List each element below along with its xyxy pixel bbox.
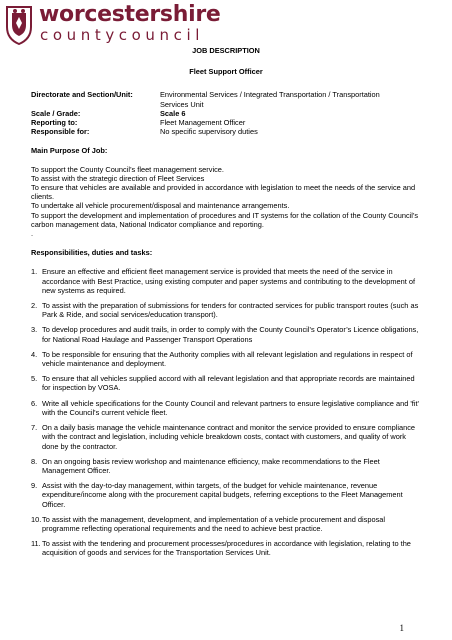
logo-wordmark-bottom: countycouncil — [40, 26, 205, 44]
scale-label: Scale / Grade: — [31, 108, 81, 118]
responsible-value: No specific supervisory duties — [160, 127, 258, 137]
duty-item — [31, 423, 421, 451]
duty-item — [31, 301, 421, 319]
duty-number: 8. — [31, 456, 38, 466]
duty-number: 7. — [31, 423, 38, 433]
purpose-line: To ensure that vehicles are available and provided in accordance with legislation to meet the needs of the service and clients. — [31, 183, 416, 202]
duty-number: 4. — [31, 349, 38, 359]
purpose-line: To undertake all vehicle procurement/disposal and maintenance arrangements. — [31, 201, 290, 211]
duty-text: Write all vehicle specifications for the County Council and relevant partners to ensure legislative compliance and 'fit' with the Council's current vehicle fleet. — [42, 398, 419, 417]
duty-item — [31, 350, 421, 368]
duty-number: 2. — [31, 301, 38, 311]
purpose-line: To assist with the strategic direction of Fleet Services — [31, 173, 205, 183]
info-row-reporting — [31, 118, 421, 127]
duty-item — [31, 481, 421, 509]
duty-number: 1. — [31, 267, 38, 277]
purpose-list — [31, 165, 421, 239]
duty-item — [31, 515, 421, 533]
purpose-heading: Main Purpose Of Job: — [31, 146, 108, 156]
duties-heading: Responsibilities, duties and tasks: — [31, 248, 153, 258]
duty-text: On a daily basis manage the vehicle maintenance contract and monitor the service provided to ensure compliance with the contract and legislation, including vehicle breakdown costs, contact with customers, and quality of work done by the contractor. — [42, 423, 416, 451]
duty-item — [31, 457, 421, 475]
crest-icon — [4, 3, 34, 45]
document-title: JOB DESCRIPTION — [192, 46, 260, 55]
council-logo — [4, 3, 264, 49]
duty-text: To assist with the tendering and procurement processes/procedures in accordance with legislation, relating to the acquisition of goods and services for the Transportation Services Unit. — [42, 539, 411, 558]
purpose-line: To support the County Council’s fleet management service. — [31, 164, 224, 174]
duty-number: 9. — [31, 481, 38, 491]
purpose-line: . — [31, 229, 34, 239]
duty-number: 5. — [31, 374, 38, 384]
logo-wordmark-top: worcestershire — [39, 2, 221, 27]
duty-number: 6. — [31, 398, 38, 408]
responsible-label: Responsible for: — [31, 127, 90, 137]
duty-text: Ensure an effective and efficient fleet management service is provided that meets the need of the service in accordance with Best Practice, using existing computer and paper systems and contributing to the development of new systems as required. — [42, 267, 416, 295]
duty-text: To assist with the preparation of submissions for tenders for contracted services for public transport routes (such as Park & Ride, and social services/education transport). — [42, 301, 419, 320]
reporting-value: Fleet Management Officer — [160, 118, 246, 128]
job-info-block — [31, 90, 421, 136]
duty-text: On an ongoing basis review workshop and maintenance efficiency, make recommendations to the Fleet Management Officer. — [42, 456, 380, 475]
duty-number: 10. — [31, 514, 42, 524]
duty-text: To develop procedures and audit trails, in order to comply with the County Council’s Operator’s Licence obligations, for National Road Haulage and Passenger Transport Operations — [42, 325, 419, 344]
info-row-scale — [31, 109, 421, 118]
info-row-directorate — [31, 90, 421, 99]
info-row-responsible — [31, 127, 421, 136]
duty-item — [31, 399, 421, 417]
duty-item — [31, 267, 421, 295]
duties-list — [31, 267, 421, 557]
directorate-value-cont: Services Unit — [160, 99, 204, 109]
job-title: Fleet Support Officer — [189, 67, 263, 77]
duty-item — [31, 374, 421, 392]
reporting-label: Reporting to: — [31, 118, 78, 128]
purpose-line: To support the development and implementation of procedures and IT systems for the collation of the County Council’s carbon management data, National Indicator compliance and reporting. — [31, 210, 419, 229]
duty-item — [31, 325, 421, 343]
document-body — [31, 46, 421, 564]
duty-item — [31, 539, 421, 557]
duty-number: 11. — [31, 539, 41, 549]
info-row-directorate-cont — [31, 100, 421, 109]
scale-value: Scale 6 — [160, 108, 186, 118]
directorate-label: Directorate and Section/Unit: — [31, 90, 133, 100]
page-number: 1 — [399, 623, 404, 633]
duty-text: To assist with the management, development, and implementation of a vehicle procurement and disposal programme reflecting operational requirements and the need to achieve best practice. — [42, 514, 386, 533]
duty-text: To ensure that all vehicles supplied accord with all relevant legislation and that appropriate records are maintained for inspection by VOSA. — [42, 374, 415, 393]
duty-text: Assist with the day-to-day management, within targets, of the budget for vehicle maintenance, revenue expenditure/income along with the procurement capital budgets, referring exceptions to the Fleet Management Officer. — [42, 481, 403, 509]
duty-number: 3. — [31, 325, 38, 335]
duty-text: To be responsible for ensuring that the Authority complies with all relevant legislation and regulations in respect of vehicle maintenance and deployment. — [42, 349, 413, 369]
directorate-value: Environmental Services / Integrated Transportation / Transportation — [160, 90, 380, 100]
